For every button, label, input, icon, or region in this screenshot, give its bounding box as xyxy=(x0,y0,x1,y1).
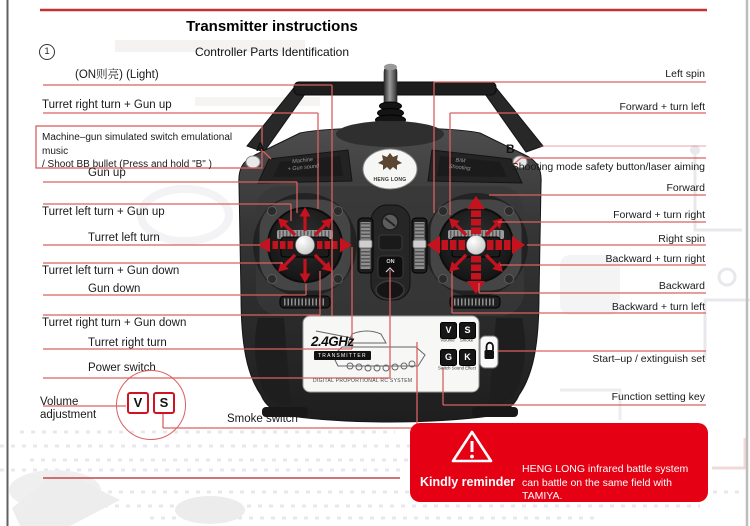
label-light: (ON则亮) (Light) xyxy=(75,69,159,81)
trim-slider-right xyxy=(412,218,427,273)
label-turret-right-gun-down: Turret right turn + Gun down xyxy=(42,317,187,329)
label-forward-turn-right: Forward + turn right xyxy=(613,209,705,221)
label-right-spin: Right spin xyxy=(658,233,705,245)
label-backward-turn-right: Backward + turn right xyxy=(605,253,705,265)
smoke-key: S xyxy=(153,392,175,414)
label-backward: Backward xyxy=(658,280,705,292)
trim-slider-bottom-left xyxy=(280,296,330,308)
trim-slider-left xyxy=(358,218,373,273)
label-turret-left-gun-down: Turret left turn + Gun down xyxy=(42,265,180,277)
label-gun-up: Gun up xyxy=(88,167,126,179)
shoulder-left-label: Machine + Gun sound xyxy=(287,156,320,173)
volume-key: V xyxy=(127,392,149,414)
panel-key-v-label: Volume xyxy=(440,338,455,344)
marker-b: B xyxy=(506,142,515,156)
panel-key-s: S xyxy=(459,322,476,339)
reminder-title: Kindly reminder xyxy=(420,475,516,489)
page-title: Transmitter instructions xyxy=(186,18,358,35)
label-backward-turn-left: Backward + turn left xyxy=(611,301,705,313)
panel-key-gk-label: Switch Sound Effect xyxy=(438,366,476,372)
brand-name: HENG LONG xyxy=(373,177,407,183)
label-turret-left-turn: Turret left turn xyxy=(88,232,160,244)
reminder-text: HENG LONG infrared battle system can battle on the same field with TAMIYA. xyxy=(522,463,689,502)
step-marker: 1 xyxy=(39,44,55,60)
transmitter-body xyxy=(239,64,543,422)
label-power-switch: Power switch xyxy=(88,362,156,374)
warning-triangle-icon xyxy=(451,429,495,465)
brand-logo xyxy=(363,149,417,189)
label-turret-right-gun-up: Turret right turn + Gun up xyxy=(42,99,172,111)
panel-key-k: K xyxy=(459,349,476,366)
panel-key-v: V xyxy=(440,322,457,339)
label-function-setting-key: Function setting key xyxy=(611,391,705,403)
lock-icon xyxy=(480,336,498,368)
label-volume-adjustment: Volume adjustment xyxy=(40,396,97,421)
panel-frequency: 2.4GHz xyxy=(311,334,354,349)
power-switch-label: ON xyxy=(386,259,395,265)
label-turret-right-turn: Turret right turn xyxy=(88,337,167,349)
reminder-box xyxy=(410,423,708,502)
label-left-spin: Left spin xyxy=(665,68,705,80)
panel-key-s-label: Smoke xyxy=(459,338,474,344)
panel-key-g: G xyxy=(440,349,457,366)
panel-name: TRANSMITTER xyxy=(314,351,371,360)
trim-slider-bottom-right xyxy=(450,296,500,308)
label-forward-turn-left: Forward + turn left xyxy=(619,101,705,113)
page-subtitle: Controller Parts Identification xyxy=(194,45,350,59)
label-turret-left-gun-up: Turret left turn + Gun up xyxy=(42,206,165,218)
label-startup-extinguish: Start–up / extinguish set xyxy=(592,353,705,365)
panel-system-text: DIGITAL PROPORTIONAL RC SYSTEM xyxy=(313,378,413,384)
label-smoke-switch: Smoke switch xyxy=(227,413,298,425)
label-gun-down: Gun down xyxy=(88,283,141,295)
marker-a: A xyxy=(256,140,265,154)
label-machine-gun-switch: Machine–gun simulated switch emulational music / Shoot BB bullet (Press and hold "B" ) xyxy=(42,132,233,170)
shoulder-right-label: B/M Shooting xyxy=(448,157,471,172)
label-forward: Forward xyxy=(666,182,705,194)
label-shooting-mode: Shooting mode safety button/laser aiming xyxy=(511,161,705,173)
